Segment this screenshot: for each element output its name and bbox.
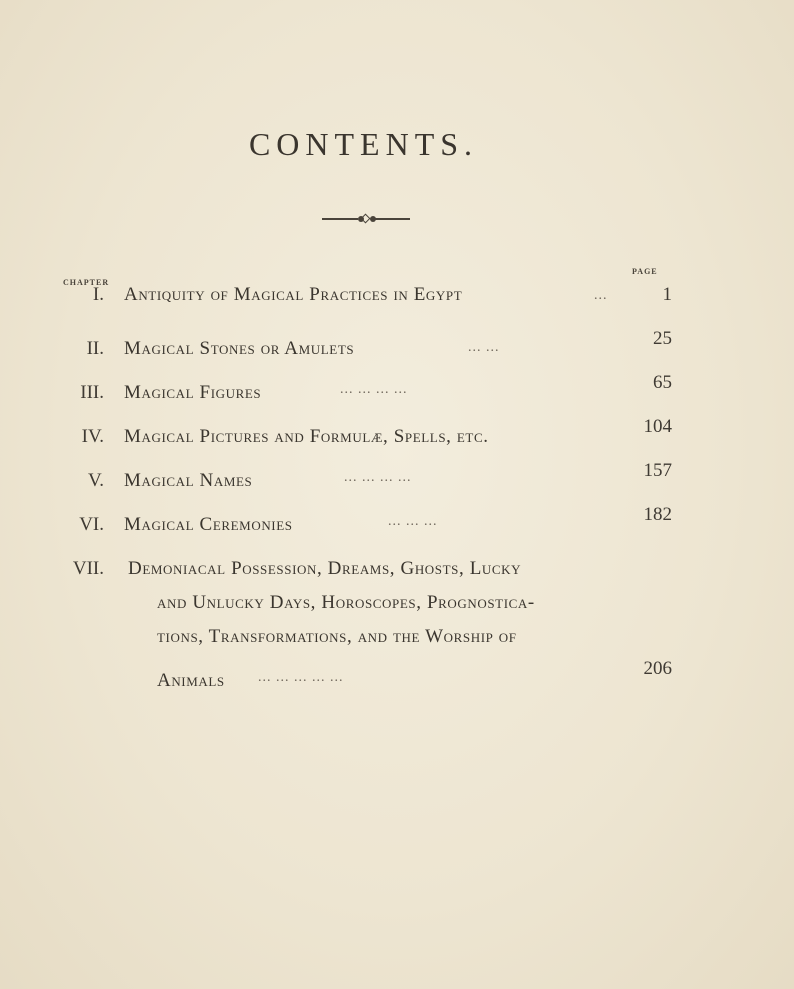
chapter-numeral: IV. xyxy=(81,426,104,447)
toc-entry xyxy=(0,370,794,403)
ornament-diamond xyxy=(361,214,371,224)
chapter-title-line: and Unlucky Days, Horoscopes, Prognostica- xyxy=(157,592,535,613)
chapter-title: Magical Ceremonies xyxy=(124,514,293,535)
page-number: 104 xyxy=(643,416,672,437)
toc-entry xyxy=(0,502,794,535)
toc-entry xyxy=(0,458,794,491)
page-number: 25 xyxy=(653,328,672,349)
chapter-numeral: II. xyxy=(86,338,104,359)
chapter-column-heading: CHAPTER xyxy=(63,278,110,287)
page-number: 65 xyxy=(653,372,672,393)
chapter-title: Magical Names xyxy=(124,470,253,491)
dot-leader: ... ... xyxy=(468,340,500,355)
dot-leader: ... ... ... ... xyxy=(344,470,412,485)
dot-leader: ... ... ... ... ... xyxy=(258,670,344,685)
chapter-title-line: tions, Transformations, and the Worship of xyxy=(157,626,517,647)
chapter-title-line: Demoniacal Possession, Dreams, Ghosts, Lucky xyxy=(128,558,522,579)
page-number: 157 xyxy=(643,460,672,481)
toc-entry xyxy=(0,284,794,314)
toc-entry xyxy=(0,326,794,359)
page-column-heading: PAGE xyxy=(632,267,658,276)
chapter-numeral: VII. xyxy=(72,558,104,579)
chapter-title: Magical Stones or Amulets xyxy=(124,338,355,359)
chapter-numeral: III. xyxy=(80,382,104,403)
toc-entry xyxy=(0,546,794,696)
chapter-title: Magical Figures xyxy=(124,382,262,403)
ornament-divider xyxy=(322,212,410,226)
dot-leader: ... xyxy=(594,288,608,303)
page-title: CONTENTS. xyxy=(248,126,479,162)
chapter-numeral: I. xyxy=(92,284,104,305)
dot-leader: ... ... ... ... xyxy=(340,382,408,397)
dot-leader: ... ... ... xyxy=(388,514,438,529)
ornament-rule-right xyxy=(374,218,410,220)
page-number: 1 xyxy=(662,284,672,305)
chapter-numeral: V. xyxy=(87,470,104,491)
page-number: 182 xyxy=(643,504,672,525)
chapter-title: Magical Pictures and Formulæ, Spells, etc. xyxy=(124,426,489,447)
toc-entry xyxy=(0,414,794,447)
chapter-title-line: Animals xyxy=(157,670,225,691)
page-number: 206 xyxy=(643,658,672,679)
chapter-numeral: VI. xyxy=(79,514,104,535)
ornament-rule-left xyxy=(322,218,358,220)
chapter-title: Antiquity of Magical Practices in Egypt xyxy=(124,284,463,305)
